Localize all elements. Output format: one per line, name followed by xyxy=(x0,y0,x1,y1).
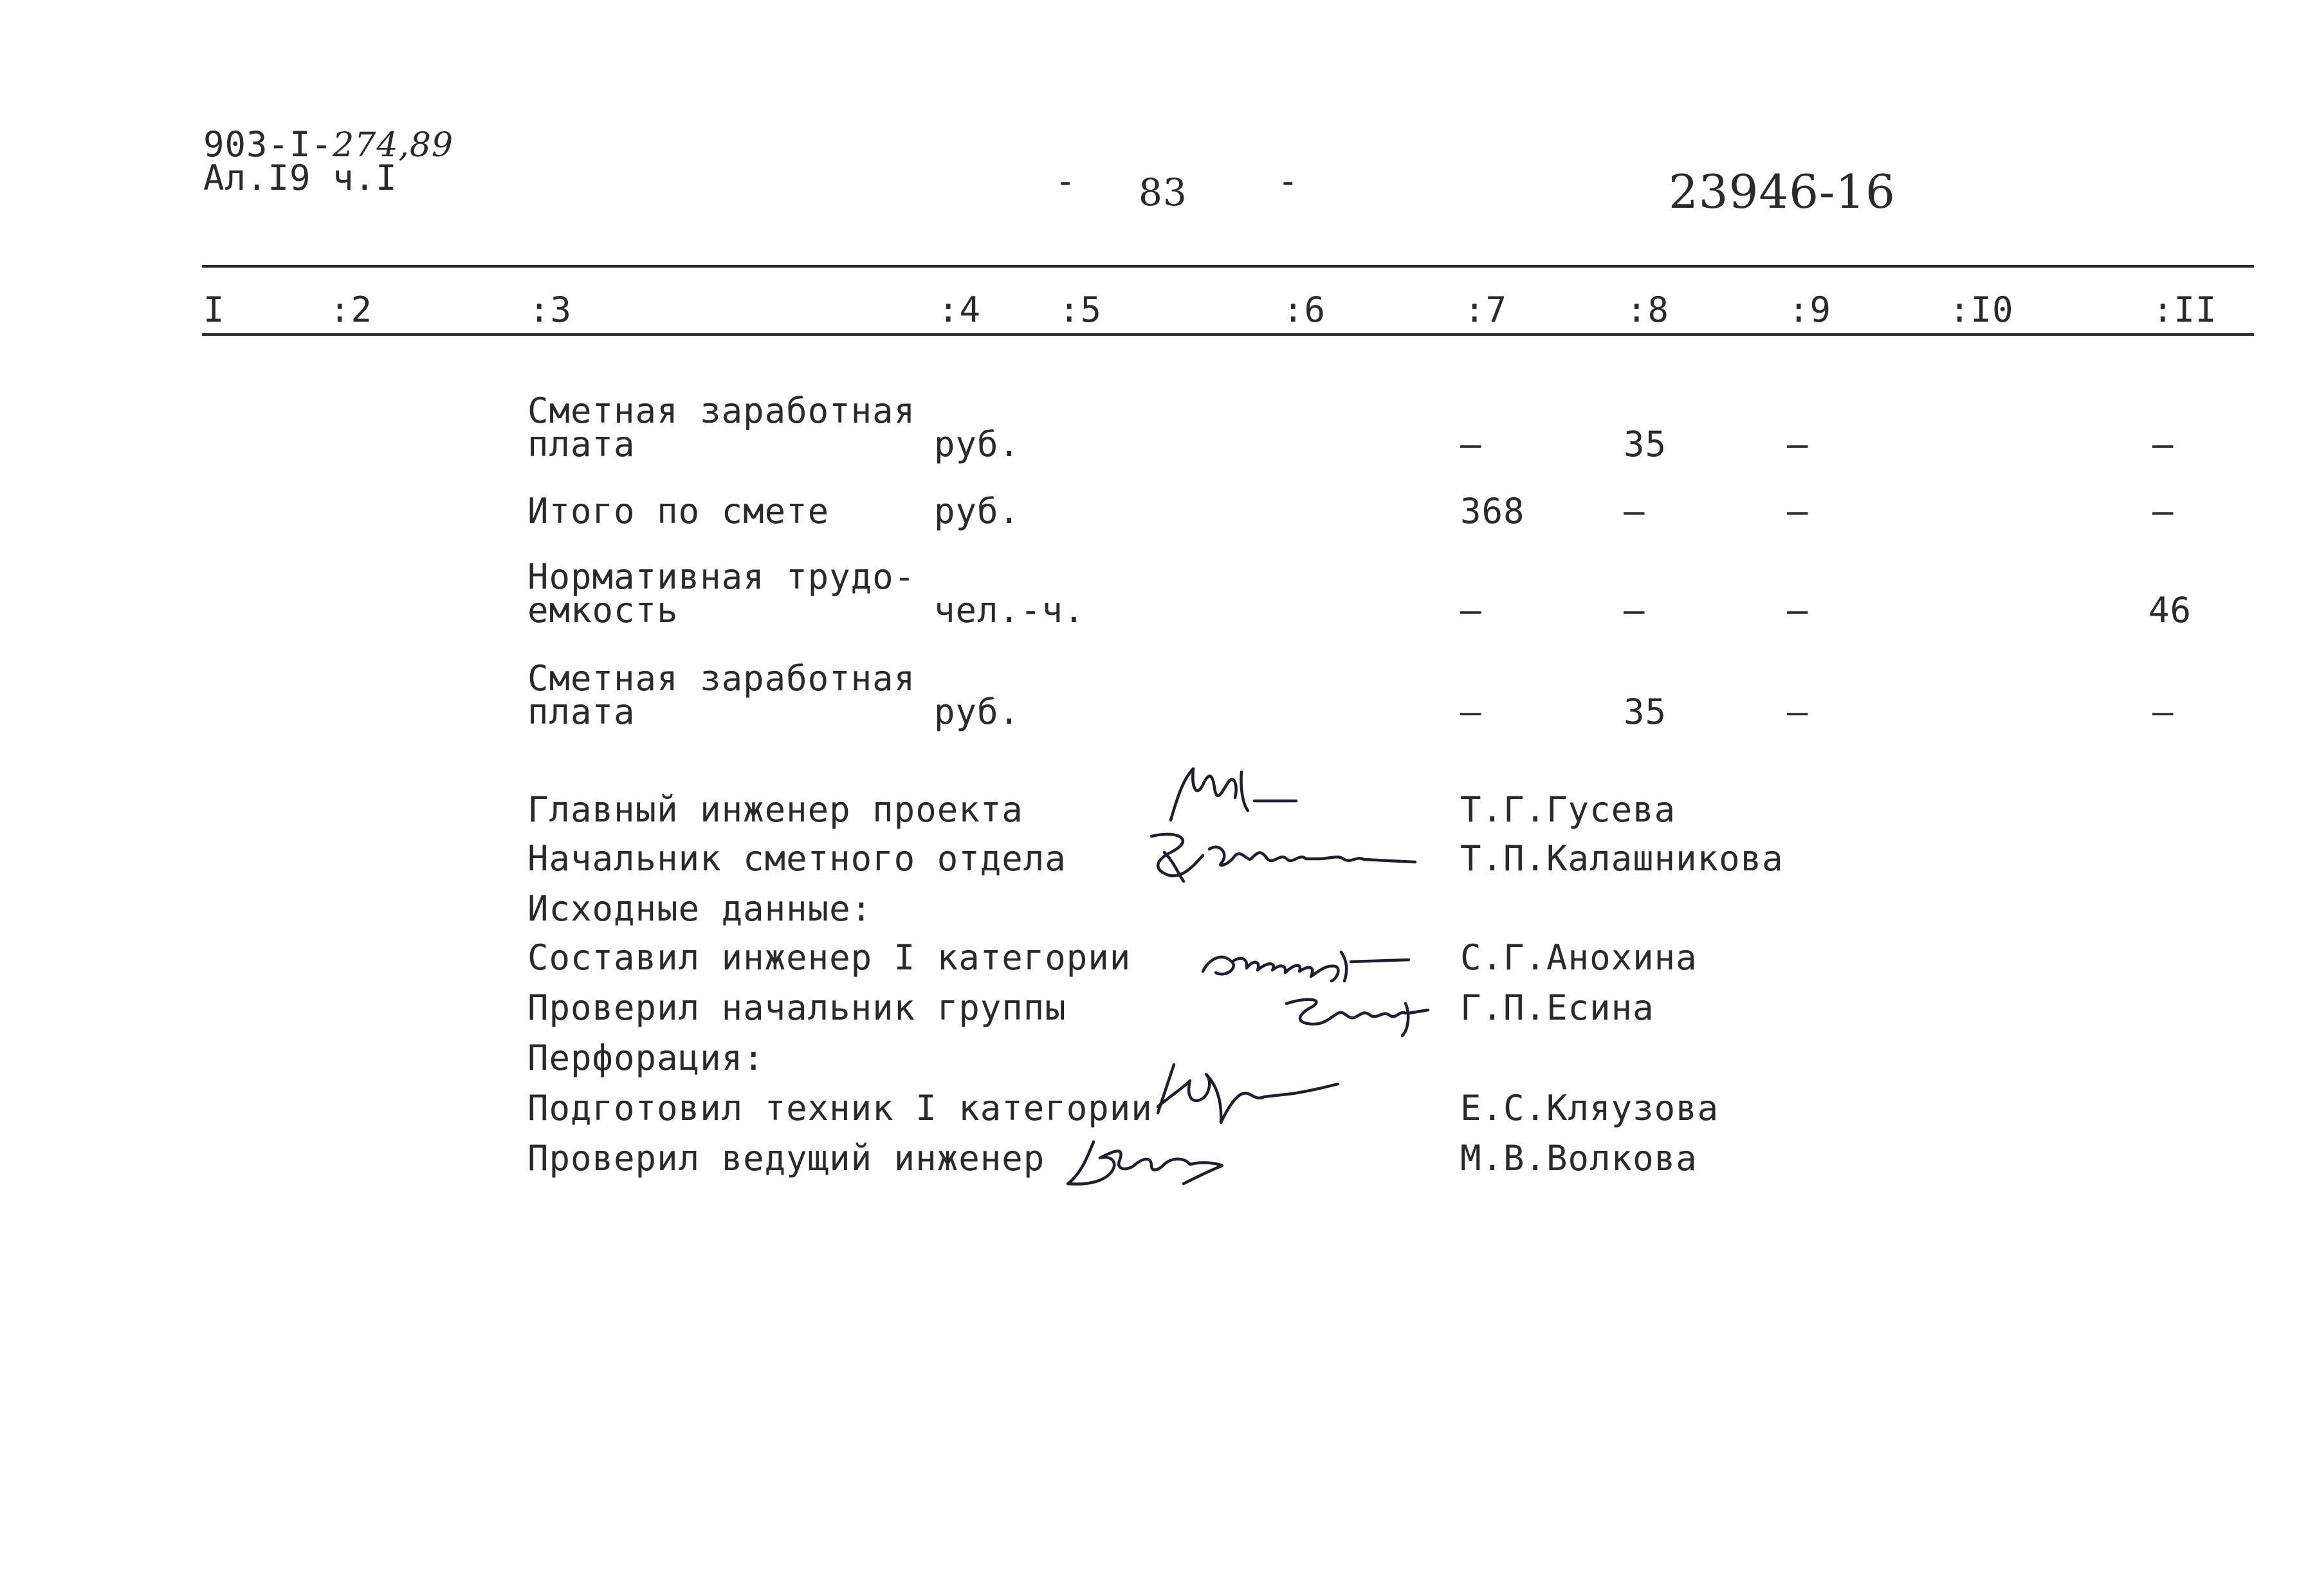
page-dash-left: - xyxy=(1055,161,1077,201)
signatory-role-6: Проверил ведущий инженер xyxy=(527,1138,1045,1179)
row1-col7: – xyxy=(1460,424,1482,464)
column-header-7: :7 xyxy=(1464,289,1508,330)
document-code-printed: 903-I- xyxy=(203,124,333,165)
row4-col8: 35 xyxy=(1624,692,1667,732)
page-dash-right: - xyxy=(1278,161,1299,201)
column-header-10: :I0 xyxy=(1949,289,2014,330)
page-number: 83 xyxy=(1139,170,1187,214)
row4-name-line2: плата xyxy=(527,692,636,732)
row1-unit: руб. xyxy=(934,424,1021,464)
signatory-role-3: Составил инженер I категории xyxy=(527,937,1131,978)
signature-1 xyxy=(1158,759,1325,830)
row4-name-line1: Сметная заработная xyxy=(527,658,916,699)
row3-unit: чел.-ч. xyxy=(934,590,1085,630)
section-label-source-data: Исходные данные: xyxy=(527,888,873,929)
row3-col8: – xyxy=(1624,590,1645,630)
signatory-role-5: Подготовил техник I категории xyxy=(527,1088,1153,1128)
signature-4 xyxy=(1274,978,1441,1042)
signatory-name-3: С.Г.Анохина xyxy=(1460,937,1698,978)
signature-6 xyxy=(1055,1126,1299,1197)
row2-name-line1: Итого по смете xyxy=(527,491,830,531)
row4-col7: – xyxy=(1460,692,1482,732)
top-rule xyxy=(202,265,2254,268)
signatory-name-4: Г.П.Есина xyxy=(1460,987,1654,1028)
signatory-name-2: Т.П.Калашникова xyxy=(1460,838,1784,879)
row3-col7: – xyxy=(1460,590,1482,630)
column-header-11: :II xyxy=(2152,289,2217,330)
signatory-name-6: М.В.Волкова xyxy=(1460,1138,1698,1179)
row3-name-line1: Нормативная трудо- xyxy=(527,556,916,597)
signatory-name-5: Е.С.Кляузова xyxy=(1460,1088,1719,1128)
row3-col9: – xyxy=(1787,590,1809,630)
row1-name-line2: плата xyxy=(527,424,636,464)
section-label-perforation: Перфорация: xyxy=(527,1038,765,1078)
column-header-1: I xyxy=(203,289,225,330)
column-header-3: :3 xyxy=(529,289,572,330)
row3-col11: 46 xyxy=(2148,590,2192,630)
row4-col9: – xyxy=(1787,692,1809,732)
row1-col9: – xyxy=(1787,424,1809,464)
column-header-5: :5 xyxy=(1059,289,1103,330)
row2-unit: руб. xyxy=(934,491,1021,531)
album-part: Ал.I9 ч.I xyxy=(203,158,398,198)
row1-col8: 35 xyxy=(1624,424,1667,464)
signatory-role-1: Главный инженер проекта xyxy=(527,789,1023,830)
row4-col11: – xyxy=(2152,692,2174,732)
column-header-9: :9 xyxy=(1788,289,1832,330)
inventory-number: 23946-16 xyxy=(1669,165,1896,219)
row2-col11: – xyxy=(2152,491,2174,531)
column-header-8: :8 xyxy=(1626,289,1670,330)
signatory-role-2: Начальник сметного отдела xyxy=(527,838,1067,879)
column-header-2: :2 xyxy=(329,289,373,330)
row3-name-line2: емкость xyxy=(527,590,679,630)
signature-2 xyxy=(1139,823,1434,888)
row2-col9: – xyxy=(1787,491,1809,531)
row1-name-line1: Сметная заработная xyxy=(527,390,916,431)
row2-col8: – xyxy=(1624,491,1645,531)
signatory-role-4: Проверил начальник группы xyxy=(527,987,1067,1028)
row1-col11: – xyxy=(2152,424,2174,464)
column-header-4: :4 xyxy=(938,289,982,330)
column-header-6: :6 xyxy=(1283,289,1326,330)
row2-col7: 368 xyxy=(1460,491,1525,531)
row4-unit: руб. xyxy=(934,692,1021,732)
signatory-name-1: Т.Г.Гусева xyxy=(1460,789,1676,830)
header-bottom-rule xyxy=(202,333,2254,336)
document-code-handwritten: 274,89 xyxy=(333,126,454,165)
